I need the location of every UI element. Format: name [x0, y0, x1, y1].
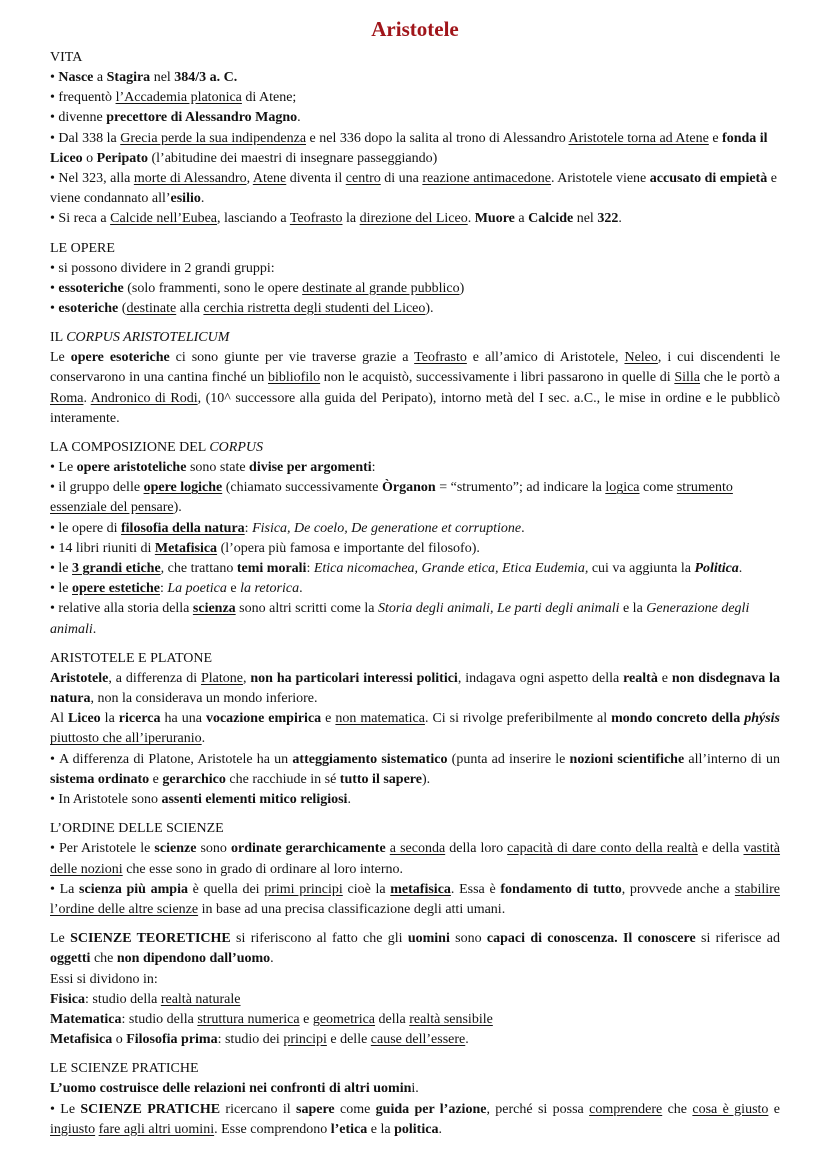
list-item: • Le opere aristoteliche sono state divise per argomenti:: [50, 458, 780, 478]
section-heading: IL CORPUS ARISTOTELICUM: [50, 330, 230, 346]
page-title: Aristotele: [371, 17, 459, 41]
section-heading: VITA: [50, 50, 83, 65]
section-heading: ARISTOTELE E PLATONE: [50, 650, 213, 666]
list-item: • Nasce a Stagira nel 384/3 a. C.: [50, 68, 780, 88]
list-item: • A differenza di Platone, Aristotele ha un atteggiamento sistematico (punta ad inserire le nozioni scientifiche all’interno di un sistema ordinato e gerarchico che racchiude in sé tutto il sapere).: [50, 750, 780, 790]
list-item: • le opere di filosofia della natura: Fisica, De coelo, De generatione et corruptione.: [50, 519, 780, 539]
list-item: • Per Aristotele le scienze sono ordinate gerarchicamente a seconda della loro capacità di dare conto della realtà e della vastità delle nozioni che esse sono in grado di ordinare al loro interno.: [50, 839, 780, 879]
list-item: • La scienza più ampia è quella dei primi principi cioè la metafisica. Essa è fondamento di tutto, provvede anche a stabilire l’ordine delle altre scienze in base ad una precisa classificazione degli atti umani.: [50, 880, 780, 920]
paragraph: Aristotele, a differenza di Platone, non ha particolari interessi politici, indagava ogni aspetto della realtà e non disdegnava la natura, non la considerava un mondo inferiore.: [50, 670, 781, 707]
list-item: • le opere estetiche: La poetica e la retorica.: [50, 579, 780, 599]
list-item: Fisica: studio della realtà naturale: [50, 991, 241, 1007]
list-item: • frequentò l’Accademia platonica di Atene;: [50, 88, 780, 108]
section-opere: [50, 239, 780, 320]
list-item: Matematica: studio della struttura numerica e geometrica della realtà sensibile: [50, 1011, 493, 1027]
list-item: • Le SCIENZE PRATICHE ricercano il sapere come guida per l’azione, perché si possa comprendere che cosa è giusto e ingiusto fare agli altri uomini. Esse comprendono l’etica e la politica.: [50, 1100, 780, 1140]
section-heading: LA COMPOSIZIONE DEL CORPUS: [50, 440, 263, 456]
list-item: • In Aristotele sono assenti elementi mitico religiosi.: [50, 790, 780, 810]
section-teoretiche: [50, 929, 780, 1050]
list-item: • 14 libri riuniti di Metafisica (l’opera più famosa e importante del filosofo).: [50, 539, 780, 559]
list-item: • Si reca a Calcide nell’Eubea, lasciando a Teofrasto la direzione del Liceo. Muore a Calcide nel 322.: [50, 209, 780, 229]
list-item: • esoteriche (destinate alla cerchia ristretta degli studenti del Liceo).: [50, 299, 780, 319]
list-item: • le 3 grandi etiche, che trattano temi morali: Etica nicomachea, Grande etica, Etica Eudemia, cui va aggiunta la Politica.: [50, 559, 780, 579]
list-item: • relative alla storia della scienza sono altri scritti come la Storia degli animali, Le parti degli animali e la Generazione degli animali.: [50, 599, 780, 639]
section-pratiche: [50, 1059, 780, 1140]
paragraph: L’uomo costruisce delle relazioni nei confronti di altri uomini.: [50, 1081, 419, 1097]
list-item: • divenne precettore di Alessandro Magno.: [50, 108, 780, 128]
paragraph: Le SCIENZE TEORETICHE si riferiscono al fatto che gli uomini sono capaci di conoscenza. Il conoscere si riferisce ad oggetti che non dipendono dall’uomo.: [50, 931, 781, 967]
list-item: • Dal 338 la Grecia perde la sua indipendenza e nel 336 dopo la salita al trono di Alessandro Aristotele torna ad Atene e fonda il Liceo o Peripato (l’abitudine dei maestri di insegnare passeggiando): [50, 129, 780, 169]
list-item: • Nel 323, alla morte di Alessandro, Atene diventa il centro di una reazione antimacedone. Aristotele viene accusato di empietà e viene condannato all’esilio.: [50, 169, 780, 209]
section-heading: LE SCIENZE PRATICHE: [50, 1061, 199, 1077]
list-item: • il gruppo delle opere logiche (chiamato successivamente Òrganon = “strumento”; ad indicare la logica come strumento essenziale del pensare).: [50, 478, 780, 518]
list-item: Metafisica o Filosofia prima: studio dei principi e delle cause dell’essere.: [50, 1032, 469, 1048]
section-heading: L’ORDINE DELLE SCIENZE: [50, 821, 224, 837]
section-corpus: [50, 328, 780, 429]
section-ordine: [50, 819, 780, 920]
paragraph: Al Liceo la ricerca ha una vocazione empirica e non matematica. Ci si rivolge preferibilmente al mondo concreto della phýsis piuttosto che all’iperuranio.: [50, 711, 780, 747]
section-platone: [50, 649, 780, 810]
paragraph: Le opere esoteriche ci sono giunte per vie traverse grazie a Teofrasto e all’amico di Aristotele, Neleo, i cui discendenti le conservarono in una cantina finché un bibliofilo non le acquistò, successivamente i libri passarono in quelle di Silla che le portò a Roma. Andronico di Rodi, (10^ successore alla guida del Peripato), intorno metà del I sec. a.C., le mise in ordine e le pubblicò interamente.: [50, 350, 781, 426]
paragraph: Essi si dividono in:: [50, 971, 158, 987]
list-item: • essoteriche (solo frammenti, sono le opere destinate al grande pubblico): [50, 279, 780, 299]
list-item: • si possono dividere in 2 grandi gruppi:: [50, 259, 780, 279]
section-vita: [50, 48, 780, 230]
section-heading: LE OPERE: [50, 240, 115, 256]
section-composizione: [50, 438, 780, 640]
